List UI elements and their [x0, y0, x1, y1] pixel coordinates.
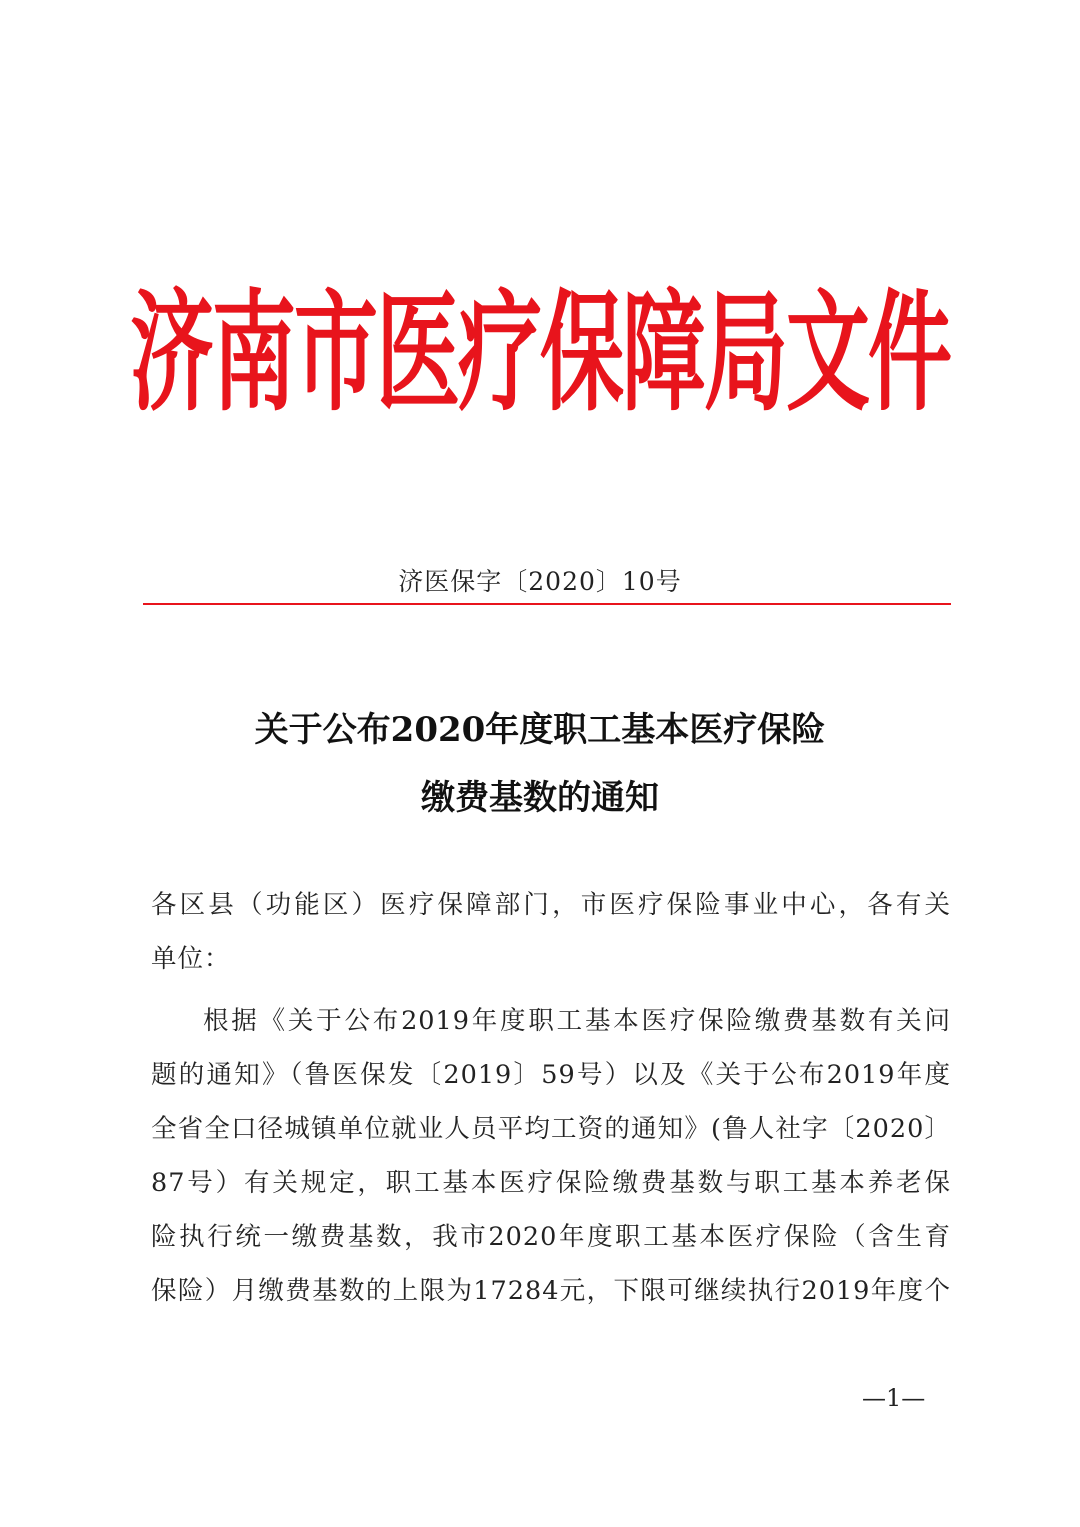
- salutation-line-1: 各区县（功能区）医疗保障部门，市医疗保险事业中心，各有关: [151, 890, 951, 920]
- salutation: [151, 878, 951, 986]
- page-number: —1—: [862, 1384, 926, 1412]
- salutation-line-2: 单位：: [151, 944, 231, 974]
- document-title-line-1: 关于公布2020年度职工基本医疗保险: [254, 710, 826, 750]
- body-paragraph: [151, 994, 951, 1318]
- red-divider-line: [143, 603, 951, 605]
- body-line-2: 题的通知》（鲁医保发〔2019〕59号）以及《关于公布2019年度: [151, 1060, 951, 1090]
- body-line-5: 险执行统一缴费基数，我市2020年度职工基本医疗保险（含生育: [151, 1222, 951, 1252]
- body-line-6: 保险）月缴费基数的上限为17284元，下限可继续执行2019年度个: [151, 1276, 951, 1306]
- body-line-1: 根据《关于公布2019年度职工基本医疗保险缴费基数有关问: [203, 1006, 951, 1036]
- document-number: 济医保字〔2020〕10号: [398, 567, 682, 596]
- body-line-3: 全省全口径城镇单位就业人员平均工资的通知》(鲁人社字〔2020〕: [151, 1114, 951, 1144]
- document-title: [0, 696, 1080, 832]
- document-masthead: 济南市医疗保障局文件: [129, 275, 950, 429]
- document-title-line-2: 缴费基数的通知: [421, 778, 659, 818]
- body-line-4: 87号）有关规定，职工基本医疗保险缴费基数与职工基本养老保: [151, 1168, 951, 1198]
